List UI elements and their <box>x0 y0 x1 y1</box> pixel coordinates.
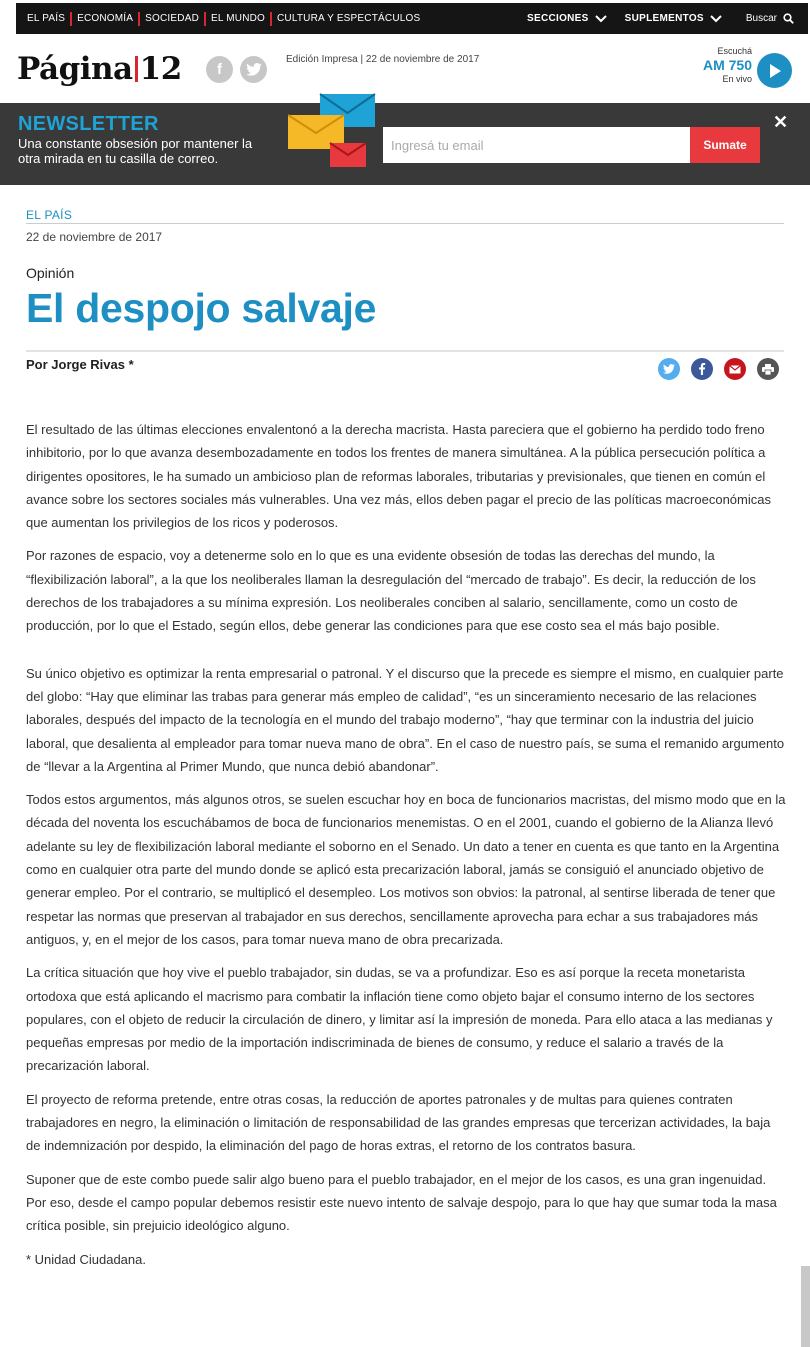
search-label: Buscar <box>745 13 777 24</box>
article-paragraph: El resultado de las últimas elecciones envalentonó a la derecha macrista. Hasta pareciera que el gobierno ha perdido todo freno inhibitorio, por lo que avanza desembozadamente en todos los frentes de manera simultánea. A la pública persecución política a dirigentes opositores, le ha sumado un ambicioso plan de reformas laborales, tributarias y previsionales, que tienen en común el avance sobre los sectores sociales más vulnerables. Una vez más, ellos deben pagar el precio de las políticas macroeconómicas que aumentan los privilegios de los ricos y poderosos. <box>26 422 771 531</box>
radio-live-label: En vivo <box>722 74 752 84</box>
newsletter-description: Una constante obsesión por mantener la otra mirada en tu casilla de correo. <box>18 136 253 166</box>
envelopes-illustration <box>288 93 378 169</box>
play-radio-button[interactable] <box>757 53 792 88</box>
scrollbar-thumb[interactable] <box>801 1266 810 1347</box>
article-title: El despojo salvaje <box>26 285 377 331</box>
suplementos-dropdown[interactable] <box>625 13 722 24</box>
facebook-icon[interactable] <box>206 56 233 83</box>
nav-right <box>509 13 808 24</box>
radio-station[interactable]: AM 750 <box>702 57 752 73</box>
article-byline: Por Jorge Rivas * <box>26 357 134 372</box>
nav-item-el-pais[interactable]: EL PAÍS <box>27 12 66 24</box>
chevron-down-icon <box>595 14 607 24</box>
logo-text-right: 12 <box>139 51 182 87</box>
newsletter-email-input[interactable] <box>383 127 690 163</box>
newsletter-title: NEWSLETTER <box>18 113 159 135</box>
article-paragraph: Por razones de espacio, voy a detenerme solo en lo que es una evidente obsesión de todas las derechas del mundo, la “flexibilización laboral”, a la que los neoliberales llaman la desregulación del “mercado de trabajo”. Es decir, la reducción de los derechos de los trabajadores a su mínima expresión. Los neoliberales conciben al salario, sencillamente, como un costo de producción, por lo que el Estado, según ellos, debe generar las condiciones para que ese costo sea el más bajo posible. <box>26 548 756 634</box>
close-icon[interactable]: ✕ <box>773 112 789 132</box>
edition-info: Edición Impresa | 22 de noviembre de 2017 <box>286 54 480 65</box>
facebook-letter: f <box>217 61 222 78</box>
article-body <box>26 418 788 1281</box>
suplementos-label: SUPLEMENTOS <box>624 13 704 24</box>
chevron-down-icon <box>710 14 722 24</box>
radio-info <box>703 46 752 84</box>
newsletter-subscribe-button[interactable]: Sumate <box>690 127 760 163</box>
share-print-icon[interactable] <box>757 358 779 380</box>
radio-listen-label: Escuchá <box>717 46 752 56</box>
logo-text-left: Página <box>17 51 133 87</box>
twitter-icon[interactable] <box>240 56 267 83</box>
share-email-icon[interactable] <box>724 358 746 380</box>
article-paragraph: Su único objetivo es optimizar la renta empresarial o patronal. Y el discurso que la precede es siempre el mismo, en cualquier parte del globo: “Hay que eliminar las trabas para generar más empleo de calidad”, “es un sinceramiento necesario de las relaciones laborales, después del impacto de la tecnología en el mundo del trabajo moderno”, “hay que terminar con la industria del juicio laboral, que desalienta al empleador para tomar nueva mano de obra”. En el caso de nuestro país, se suma el remanido argumento de “llevar a la Argentina al Primer Mundo, que nunca debió abandonar”. <box>26 665 785 774</box>
site-header <box>0 37 810 103</box>
article-paragraph: Todos estos argumentos, más algunos otros, se suelen escuchar hoy en boca de funcionarios macristas, del mismo modo que en la década del noventa los escuchábamos de boca de funcionarios menemistas. O en el 2001, cuando el gobierno de la Alianza llevó adelante su ley de flexibilización laboral mediante el soborno en el Senado. Un dato a tener en cuenta es que tanto en la Argentina como en cualquier otra parte del mundo donde se aplicó esta precarización laboral, jamás se consiguió el anunciado objetivo de generar empleo. Por el contrario, se multiplicó el desempleo. Los motivos son obvios: la patronal, al sentirse liberada de tener que respetar las normas que preservan al trabajador en sus derechos, sencillamente aprovecha para echar a sus trabajadores más antiguos, y, en el mejor de los casos, para tomar nueva mano de obra precarizada. <box>26 792 786 947</box>
share-twitter-icon[interactable] <box>658 358 680 380</box>
nav-sections <box>16 12 425 26</box>
article-paragraph: El proyecto de reforma pretende, entre otras cosas, la reducción de aportes patronales y de multas para quienes contraten trabajadores en negro, la eliminación o limitación de responsabilidad de las grandes empresas que tercerizan actividades, la baja de indemnización por despido, la eliminación del pago de horas extras, el retorno de los contratos basura. <box>26 1091 771 1154</box>
share-facebook-icon[interactable] <box>691 358 713 380</box>
article-date: 22 de noviembre de 2017 <box>26 230 163 244</box>
article-paragraph: Suponer que de este combo puede salir algo bueno para el pueblo trabajador, en el mejor de los casos, es una gran ingenuidad. Por eso, desde el campo popular debemos resistir este nuevo intento de salvaje despojo, para lo que hay que sumar toda la masa crítica posible, sin prejuicio ideológico alguno. <box>26 1171 777 1234</box>
nav-item-sociedad[interactable]: SOCIEDAD <box>145 12 199 24</box>
top-navigation-bar <box>16 3 808 34</box>
logo-divider <box>135 56 138 82</box>
nav-item-cultura[interactable]: CULTURA Y ESPECTÁCULOS <box>277 12 421 24</box>
secciones-label: SECCIONES <box>527 13 589 24</box>
article-section-link[interactable]: EL PAÍS <box>26 208 73 222</box>
article-kicker: Opinión <box>26 265 75 281</box>
article-footnote: * Unidad Ciudadana. <box>26 1251 146 1267</box>
secciones-dropdown[interactable] <box>527 13 607 24</box>
play-icon <box>768 63 782 79</box>
divider <box>26 223 784 224</box>
site-logo[interactable] <box>17 51 182 87</box>
top-navigation <box>0 0 810 37</box>
newsletter-banner <box>0 103 810 185</box>
search-button[interactable] <box>746 13 794 24</box>
divider <box>26 350 784 352</box>
nav-item-economia[interactable]: ECONOMÍA <box>77 12 134 24</box>
article-paragraph: La crítica situación que hoy vive el pueblo trabajador, sin dudas, se va a profundizar. Eso es así porque la receta monetarista ortodoxa que está aplicando el macrismo para combatir la inflación tiene como objeto bajar el consumo interno de los sectores populares, con el objeto de reducir la circulación de dinero, y limitar así la impresión de moneda. Para ello ataca a las medianas y pequeñas empresas por medio de la importación indiscriminada de bienes de consumo, y reduce el salario a través de la precarización laboral. <box>26 965 773 1074</box>
nav-item-el-mundo[interactable]: EL MUNDO <box>211 12 266 24</box>
search-icon <box>783 13 794 24</box>
